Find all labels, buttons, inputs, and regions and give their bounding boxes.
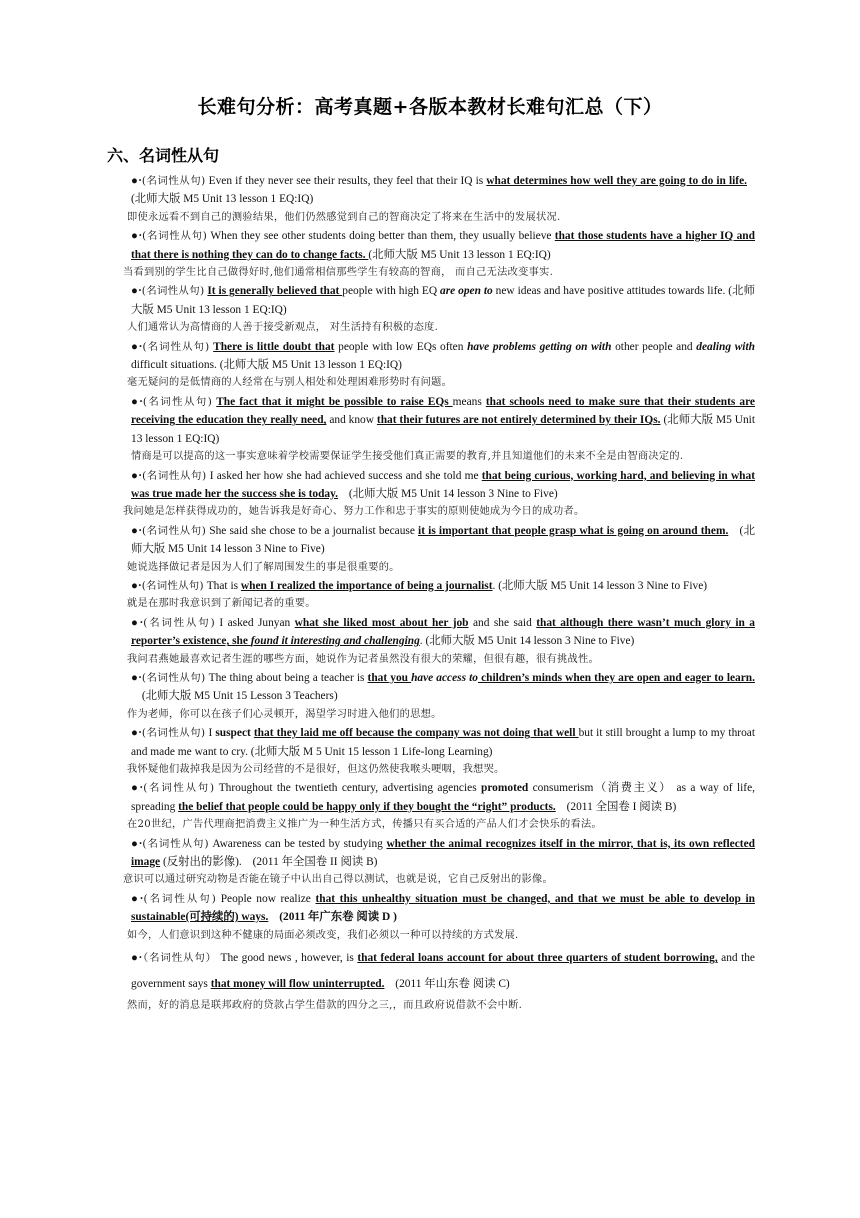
key-clause: that being curious, working hard, and believing in what was true made her the success she is today. xyxy=(131,469,756,500)
bullet-icon: ●· xyxy=(131,952,143,965)
sentence-text: consumerism（消费主义） as a way of life, spreading xyxy=(131,782,755,813)
list-item xyxy=(127,282,755,337)
sentence-text: When they see other students doing better than them, they usually believe xyxy=(210,230,552,243)
source-citation: (北师大版 M5 Unit 14 lesson 3 Nine to Five) xyxy=(498,579,708,592)
key-clause: what she liked most about her job xyxy=(294,616,469,629)
translation: 在20世纪，广告代理商把消费主义推广为一种生活方式，传播只有买合适的产品人们才会快乐的看法。 xyxy=(127,819,603,831)
sentence-text: and know xyxy=(326,414,377,427)
list-item xyxy=(123,227,755,282)
source-citation: (2011 全国卷 I 阅读 B) xyxy=(566,800,677,813)
key-clause: whether the animal recognizes itself in the mirror, that is, its own reflected image xyxy=(131,837,755,869)
sentence-text: new ideas and have positive attitudes towards life. xyxy=(492,285,729,298)
translation: 我问君燕她最喜欢记者生涯的哪些方面，她说作为记者虽然没有很大的荣耀，但很有趣，很有挑战性。 xyxy=(127,653,599,665)
bullet-icon: ●· xyxy=(131,395,143,408)
list-item xyxy=(127,614,755,669)
source-citation: (2011 年山东卷 阅读 C) xyxy=(395,978,510,991)
source-citation: (2011 年全国卷 II 阅读 B) xyxy=(252,856,378,869)
list-item xyxy=(127,890,755,945)
bullet-icon: ●· xyxy=(131,230,143,243)
key-clause: that those students have a higher IQ and that there is nothing they can do to change facts. xyxy=(131,230,755,261)
translation: 意识可以通过研究动物是否能在镜子中认出自己得以测试，也就是说，它自己反射出的影像。 xyxy=(123,874,553,886)
key-clause: It is generally believed that xyxy=(207,285,343,298)
section-heading: 六、名词性从句 xyxy=(107,146,220,165)
list-item xyxy=(131,393,755,467)
list-item xyxy=(127,779,755,834)
key-clause: that this unhealthy situation must be changed, and that we must be able to develop in sustainable(可持续的) ways. xyxy=(131,892,755,924)
clause-tag: (名词性从句) xyxy=(143,782,215,795)
list-item xyxy=(127,577,755,614)
translation: 即使永远看不到自己的测验结果，他们仍然感觉到自己的智商决定了将来在生活中的发展状况. xyxy=(127,211,561,223)
key-clause: it is important that people grasp what is going on around them. xyxy=(418,524,729,537)
source-citation: (北师大版 M5 Unit 14 lesson 3 Nine to Five) xyxy=(425,635,635,648)
translation: 我怀疑他们裁掉我是因为公司经营的不是很好，但这仍然使我喉头哽咽，我想哭。 xyxy=(127,764,505,775)
emphasis-word: promoted xyxy=(481,782,529,795)
sentence-text: other people and xyxy=(611,340,697,353)
source-citation: (北师大版 M5 Unit 13 lesson 1 EQ:IQ) xyxy=(131,193,314,206)
key-clause: The fact that it might be possible to raise EQs xyxy=(216,395,453,408)
sentence-text: people with high EQ xyxy=(342,285,441,298)
bullet-icon: ●· xyxy=(131,616,144,629)
sentence-text: I asked her how she had achieved success and she told me xyxy=(209,469,482,482)
list-item xyxy=(127,945,755,1015)
list-item xyxy=(127,669,755,724)
sentence-text: Awareness can be tested by studying xyxy=(212,837,387,850)
sentence-text: and she said xyxy=(468,616,537,629)
clause-tag: (名词性从句) xyxy=(142,837,209,850)
translation: 她说选择做记者是因为人们了解周围发生的事是很重要的。 xyxy=(127,561,400,573)
source-citation: (北师大版 M 5 Unit 15 lesson 1 Life-long Learning) xyxy=(250,745,493,758)
bullet-icon: ●· xyxy=(131,524,142,537)
key-clause: that federal loans account for about three quarters of student borrowing, xyxy=(357,952,718,965)
sentence-text: She said she chose to be a journalist because xyxy=(209,524,419,537)
sentence-text: That is xyxy=(206,579,241,592)
bullet-icon: ●· xyxy=(131,340,143,353)
source-citation: (北师大版 M5 Unit 13 lesson 1 EQ:IQ) xyxy=(219,359,402,372)
source-citation: (北师大版 M5 Unit 15 Lesson 3 Teachers) xyxy=(141,690,338,703)
sentence-text: difficult situations. xyxy=(131,359,220,372)
sentence-text: The good news , however, is xyxy=(220,952,358,965)
document-title: 长难句分析：高考真题+各版本教材长难句汇总（下） xyxy=(197,96,663,118)
list-item xyxy=(127,724,755,779)
bullet-icon: ●· xyxy=(131,837,143,850)
translation: 然而，好的消息是联邦政府的贷款占学生借款的四分之三,，而且政府说借款不会中断. xyxy=(127,1000,523,1012)
list-item xyxy=(127,172,755,227)
emphasis-phrase: are open to xyxy=(440,285,493,298)
bullet-icon: ●· xyxy=(131,175,142,187)
sentence-text: but it still brought a lump to my throat and made me want to cry. xyxy=(131,727,755,758)
sentence-text: People now realize xyxy=(220,892,316,905)
clause-tag: （名词性从句） xyxy=(142,952,217,965)
bullet-icon: ●· xyxy=(131,671,142,684)
source-citation: (2011 年广东卷 阅读 D ) xyxy=(279,911,397,924)
emphasis-phrase: have access to xyxy=(411,671,478,684)
translation: 人们通常认为高情商的人善于接受新观点， 对生活持有积极的态度. xyxy=(127,322,439,334)
translation: 毫无疑问的是低情商的人经常在与别人相处和处理困难形势时有问题。 xyxy=(127,377,453,389)
list-item xyxy=(127,522,755,577)
bullet-icon: ●· xyxy=(131,469,143,482)
source-citation: (北师大版 M5 Unit 14 lesson 3 Nine to Five) xyxy=(348,487,558,500)
sentence-text: means xyxy=(452,395,486,408)
key-clause: that money will flow uninterrupted. xyxy=(210,978,385,991)
sentence-text: and the government says xyxy=(131,952,755,991)
sentence-text: The thing about being a teacher is xyxy=(208,671,368,684)
sentence-text: . xyxy=(419,635,426,648)
bullet-icon: ●· xyxy=(131,579,142,592)
key-clause: There is little doubt that xyxy=(213,340,335,353)
clause-tag: (名词性从句) xyxy=(141,727,206,740)
sentence-text: Throughout the twentieth century, advertising agencies xyxy=(218,782,481,795)
translation: 如今，人们意识到这种不健康的局面必须改变，我们必须以一种可以持续的方式发展. xyxy=(127,929,519,941)
clause-tag: (名词性从句) xyxy=(143,892,217,905)
sentence-text: (反射出的影像). xyxy=(160,856,242,869)
bullet-icon: ●· xyxy=(131,892,144,905)
translation: 当看到别的学生比自己做得好时,他们通常相信那些学生有较高的智商， 而自己无法改变事实. xyxy=(123,267,554,279)
clause-tag: (名词性从句) xyxy=(141,579,204,592)
sentence-text: I xyxy=(208,727,216,740)
key-clause: that you xyxy=(367,671,412,684)
list-item xyxy=(123,835,755,890)
source-citation: (北师大版 M5 Unit 13 lesson 1 EQ:IQ) xyxy=(131,414,755,445)
translation: 我问她是怎样获得成功的，她告诉我是好奇心、努力工作和忠于事实的原则使她成为今日的成功者。 xyxy=(123,506,585,518)
source-citation: (北师大版 M5 Unit 13 lesson 1 EQ:IQ) xyxy=(368,248,551,261)
translation: 就是在那时我意识到了新闻记者的重要。 xyxy=(127,598,316,610)
emphasis-phrase: have problems getting on with xyxy=(467,340,612,353)
emphasis-phrase: found it interesting and challenging xyxy=(250,635,420,648)
clause-tag: (名词性从句) xyxy=(143,616,215,629)
clause-tag: (名词性从句) xyxy=(141,175,206,187)
key-clause: when I realized the importance of being a journalist xyxy=(240,579,493,592)
source-citation: (北师大版 M5 Unit 13 lesson 1 EQ:IQ) xyxy=(131,285,755,316)
emphasis-word: suspect xyxy=(215,727,251,740)
key-clause: that their futures are not entirely determined by their IQs. xyxy=(376,414,661,427)
translation: 作为老师，你可以在孩子们心灵顿开，渴望学习时进入他们的思想。 xyxy=(127,708,442,720)
clause-tag: (名词性从句) xyxy=(142,395,213,408)
sentence-text: Even if they never see their results, they feel that their IQ is xyxy=(208,175,487,187)
translation: 情商是可以提高的这一事实意味着学校需要保证学生接受他们真正需要的教育,并且知道他们的未来不全是由智商决定的. xyxy=(131,451,684,463)
key-clause: the belief that people could be happy only if they bought the “right” products. xyxy=(178,800,556,813)
entries-list xyxy=(123,172,756,1015)
clause-tag: (名词性从句) xyxy=(142,524,207,537)
sentence-text: I asked Junyan xyxy=(219,616,295,629)
key-clause: children’s minds when they are open and eager to learn. xyxy=(478,671,755,684)
sentence-text: people with low EQs often xyxy=(334,340,468,353)
key-clause: that schools need to make sure that their students are receiving the education they really need, xyxy=(131,395,755,427)
source-citation: (北师大版 M5 Unit 14 lesson 3 Nine to Five) xyxy=(131,524,755,556)
clause-tag: (名词性从句) xyxy=(142,230,208,243)
key-clause: what determines how well they are going to do in life. xyxy=(486,175,747,187)
bullet-icon: ●· xyxy=(131,727,142,740)
bullet-icon: ●· xyxy=(131,782,144,795)
clause-tag: (名词性从句) xyxy=(141,671,206,684)
clause-tag: (名词性从句) xyxy=(142,469,207,482)
key-clause: that although there wasn’t much glory in a reporter’s existence, she xyxy=(131,616,755,648)
list-item xyxy=(123,467,756,522)
list-item xyxy=(127,338,755,393)
sentence-text: . xyxy=(492,579,499,592)
bullet-icon: ●· xyxy=(131,285,142,298)
key-clause: that they laid me off because the company was not doing that well xyxy=(253,727,579,740)
emphasis-phrase: dealing with xyxy=(696,340,755,353)
clause-tag: (名词性从句) xyxy=(141,285,205,298)
clause-tag: (名词性从句) xyxy=(142,340,210,353)
